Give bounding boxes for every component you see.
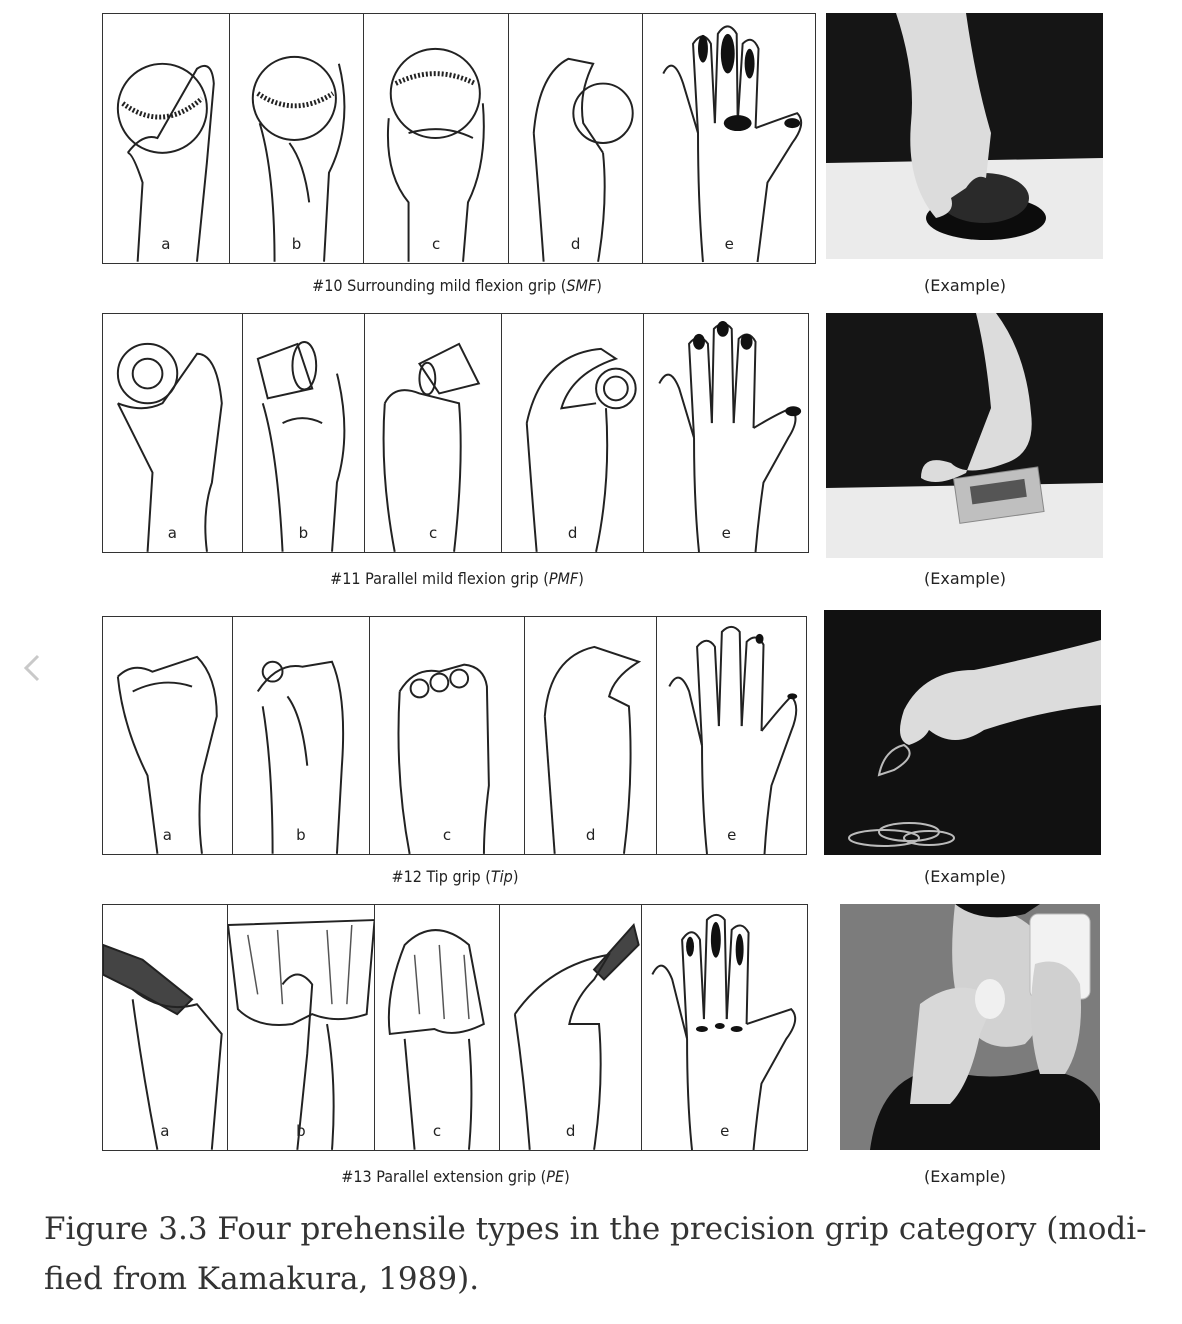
hand-holding-cup-illustration [502, 314, 644, 552]
grip-illustration-strip-tip [102, 616, 807, 855]
grip-illustration-strip-pe [102, 904, 808, 1151]
grip-caption [252, 276, 662, 295]
palm-contact-map-illustration [643, 14, 815, 263]
caption-text: ) [564, 1167, 570, 1186]
illustration-panel [230, 14, 365, 263]
panel-letter: c [442, 826, 452, 844]
illustration-panel [509, 14, 644, 263]
chevron-left-icon [18, 650, 48, 686]
hand-holding-ball-illustration [230, 14, 364, 263]
panel-letter: a [161, 235, 171, 253]
figure-caption [44, 1204, 1164, 1304]
caption-text: ) [578, 569, 584, 588]
panel-letter: c [431, 235, 441, 253]
grip-caption [303, 1167, 608, 1186]
hand-holding-ball-illustration [103, 14, 229, 263]
panel-letter: d [585, 826, 596, 844]
illustration-panel [644, 314, 808, 552]
hand-holding-cloth-illustration [375, 905, 499, 1150]
fingertip-pinch-illustration [103, 617, 232, 854]
caption-text: #13 Parallel extension grip ( [341, 1167, 547, 1186]
illustration-panel [243, 314, 366, 552]
example-photo [826, 313, 1103, 558]
illustration-panel [643, 14, 815, 263]
illustration-panel [103, 905, 228, 1150]
figure-caption-line: Figure 3.3 Four prehensile types in the precision grip category (modi- [44, 1211, 1147, 1247]
hand-holding-cup-illustration [365, 314, 501, 552]
illustration-panel [228, 905, 376, 1150]
hand-holding-ball-illustration [509, 14, 643, 263]
panel-letter: d [565, 1122, 576, 1140]
illustration-panel [657, 617, 806, 854]
illustration-panel [103, 14, 230, 263]
panel-letter: e [727, 826, 737, 844]
illustration-panel [502, 314, 645, 552]
illustration-panel [364, 14, 509, 263]
illustration-panel [103, 314, 243, 552]
example-label: (Example) [924, 569, 1006, 588]
palm-contact-map-illustration [642, 905, 807, 1150]
example-label: (Example) [924, 1167, 1006, 1186]
panel-letter: a [160, 1122, 170, 1140]
example-label: (Example) [924, 276, 1006, 295]
example-photo [840, 904, 1100, 1150]
illustration-panel [525, 617, 658, 854]
caption-abbreviation: Tip [490, 867, 513, 886]
panel-letter: a [162, 826, 172, 844]
example-photo [824, 610, 1101, 855]
woman-applying-makeup-photo [840, 904, 1100, 1150]
illustration-panel [642, 905, 807, 1150]
caption-text: #10 Surrounding mild flexion grip ( [312, 276, 567, 295]
panel-letter: b [298, 524, 309, 542]
panel-letter: d [567, 524, 578, 542]
illustration-panel [375, 905, 500, 1150]
example-photo [826, 13, 1103, 259]
hand-holding-cassette-photo [826, 313, 1103, 558]
panel-letter: d [570, 235, 581, 253]
illustration-panel [103, 617, 233, 854]
panel-letter: e [724, 235, 734, 253]
caption-text: #12 Tip grip ( [391, 867, 491, 886]
hand-holding-cloth-illustration [228, 905, 375, 1150]
fingertip-pinch-illustration [525, 617, 657, 854]
panel-letter: c [432, 1122, 442, 1140]
hand-holding-cup-illustration [103, 314, 242, 552]
caption-abbreviation: SMF [566, 276, 597, 295]
panel-letter: b [296, 826, 306, 844]
hand-picking-rubber-band-photo [824, 610, 1101, 855]
caption-text: ) [596, 276, 602, 295]
grip-caption [262, 569, 652, 588]
fingertip-pinch-illustration [370, 617, 524, 854]
caption-abbreviation: PE [546, 1167, 565, 1186]
hand-holding-cloth-illustration [500, 905, 642, 1150]
palm-contact-map-illustration [644, 314, 808, 552]
illustration-panel [233, 617, 371, 854]
panel-letter: b [291, 235, 302, 253]
hand-gripping-jar-lid-photo [826, 13, 1103, 259]
hand-holding-cup-illustration [243, 314, 365, 552]
panel-letter: e [721, 524, 731, 542]
fingertip-pinch-illustration [233, 617, 370, 854]
illustration-panel [500, 905, 643, 1150]
palm-contact-map-illustration [657, 617, 806, 854]
previous-page-button[interactable] [18, 650, 48, 686]
illustration-panel [370, 617, 525, 854]
caption-text: #11 Parallel mild flexion grip ( [330, 569, 549, 588]
caption-abbreviation: PMF [548, 569, 579, 588]
illustration-panel [365, 314, 502, 552]
example-label: (Example) [924, 867, 1006, 886]
panel-letter: b [296, 1122, 306, 1140]
grip-illustration-strip-smf [102, 13, 816, 264]
grip-illustration-strip-pmf [102, 313, 809, 553]
hand-holding-ball-illustration [364, 14, 508, 263]
caption-text: ) [512, 867, 519, 886]
grip-caption [355, 867, 555, 886]
panel-letter: a [167, 524, 177, 542]
hand-holding-cloth-illustration [103, 905, 227, 1150]
panel-letter: e [720, 1122, 730, 1140]
figure-caption-line: fied from Kamakura, 1989). [44, 1261, 480, 1297]
panel-letter: c [428, 524, 438, 542]
